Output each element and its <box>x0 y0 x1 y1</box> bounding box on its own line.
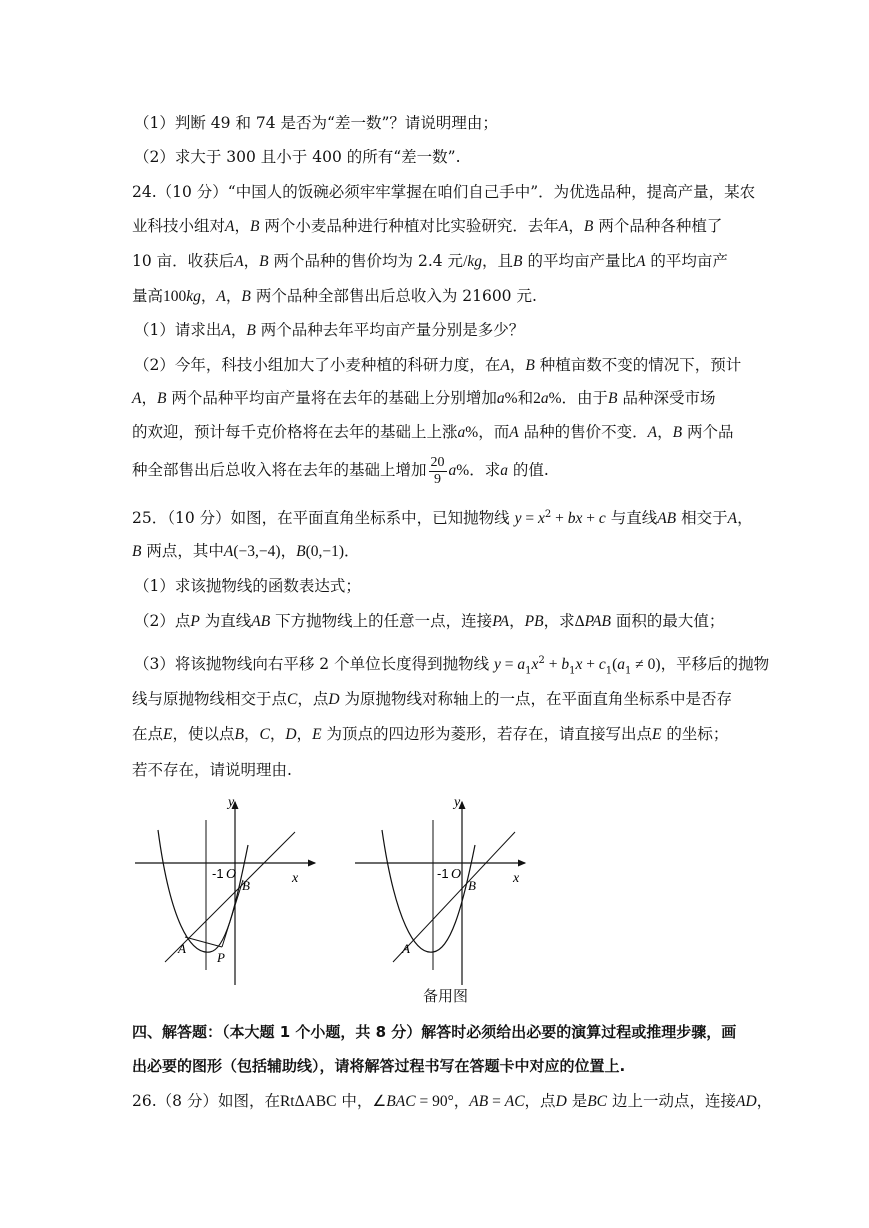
point-a-label: A <box>402 941 410 956</box>
q25-part3-line4: 若不存在，请说明理由. <box>132 761 292 779</box>
neg-one-label: -1 <box>212 866 224 881</box>
q24-part2-line4: 种全部售出后总收入将在去年的基础上增加 $\frac{20}{9}$ a%．求a 的值. <box>132 454 549 487</box>
q25-part3-line3: 在点E，使以点B，C，D，E 为顶点的四边形为菱形，若存在，请直接写出点E 的坐标； <box>132 725 729 743</box>
q25-part2: （2）点P 为直线AB 下方抛物线上的任意一点，连接PA，PB，求ΔPAB 面积的最大值； <box>134 612 725 630</box>
y-label: y <box>454 795 461 810</box>
q25-part1: （1）求该抛物线的函数表达式； <box>134 577 361 595</box>
q25-part3-line2: 线与原抛物线相交于点C，点D 为原抛物线对称轴上的一点，在平面直角坐标系中是否存 <box>132 690 733 708</box>
point-a-label: A <box>178 941 186 956</box>
q23-part2: （2）求大于 300 且小于 400 的所有“差一数”. <box>134 148 461 166</box>
section-4-heading: 四、解答题：（本大题 1 个小题，共 8 分）解答时必须给出必要的演算过程或推理步骤，画 <box>132 1023 737 1041</box>
q24-part2-line2: A，B 两个品种平均亩产量将在去年的基础上分别增加a%和2a%．由于B 品种深受市场 <box>132 389 716 407</box>
q24-line3: 10 亩．收获后A，B 两个品种的售价均为 2.4 元/kg，且B 的平均亩产量比A 的平均亩产 <box>132 252 728 270</box>
q24-part2-line1: （2）今年，科技小组加大了小麦种植的科研力度，在A，B 种植亩数不变的情况下，预计 <box>134 356 742 374</box>
x-label: x <box>513 871 520 886</box>
q24-line4: 量高100kg，A，B 两个品种全部售出后总收入为 21600 元. <box>132 287 537 305</box>
point-b-label: B <box>242 878 250 893</box>
line-ab <box>393 832 515 962</box>
origin-label: O <box>451 867 462 882</box>
point-b-label: B <box>468 878 476 893</box>
q23-part1: （1）判断 49 和 74 是否为“差一数”？请说明理由； <box>134 114 498 132</box>
neg-one-label: -1 <box>437 866 449 881</box>
parabola-figure-1 <box>130 790 330 990</box>
q24-part2-line3: 的欢迎，预计每千克价格将在去年的基础上上涨a%，而A 品种的售价不变．A，B 两个品 <box>132 423 734 441</box>
q24-heading: 24.（10 分）“中国人的饭碗必须牢牢掌握在咱们自己手中”．为优选品种，提高产量，某农 <box>132 183 756 201</box>
segment-pb <box>222 880 243 947</box>
q25-line2: B 两点，其中A(−3,−4)，B(0,−1)． <box>132 542 360 560</box>
q25-heading: 25．（10 分）如图，在平面直角坐标系中，已知抛物线 $y = x^2$ + bx + c 与直线AB 相交于A， <box>132 509 753 528</box>
y-label: y <box>228 795 235 810</box>
x-label: x <box>292 871 299 886</box>
parabola-figure-2 <box>350 790 550 990</box>
q25-part3-line1: （3）将该抛物线向右平移 2 个单位长度得到抛物线 $y = a_1x^2 + b_1x + c_1(a_1 \ne 0)$，平移后的抛物 <box>134 655 770 677</box>
q26-heading: 26.（8 分）如图，在RtΔABC 中，∠BAC = 90°，AB = AC，点D 是BC 边上一动点，连接AD， <box>132 1092 773 1110</box>
parabola-curve <box>382 830 475 952</box>
q24-line2: 业科技小组对A，B 两个小麦品种进行种植对比实验研究．去年A，B 两个品种各种植了 <box>132 217 723 235</box>
backup-figure-caption: 备用图 <box>423 987 469 1005</box>
section-4-instructions: 出必要的图形（包括辅助线），请将解答过程书写在答题卡中对应的位置上. <box>132 1057 626 1075</box>
origin-label: O <box>226 867 237 882</box>
point-p-label: P <box>217 950 225 965</box>
q24-part1: （1）请求出A，B 两个品种去年平均亩产量分别是多少？ <box>134 321 525 339</box>
fraction-20-over-9: $\frac{20}{9}$ <box>430 454 445 487</box>
